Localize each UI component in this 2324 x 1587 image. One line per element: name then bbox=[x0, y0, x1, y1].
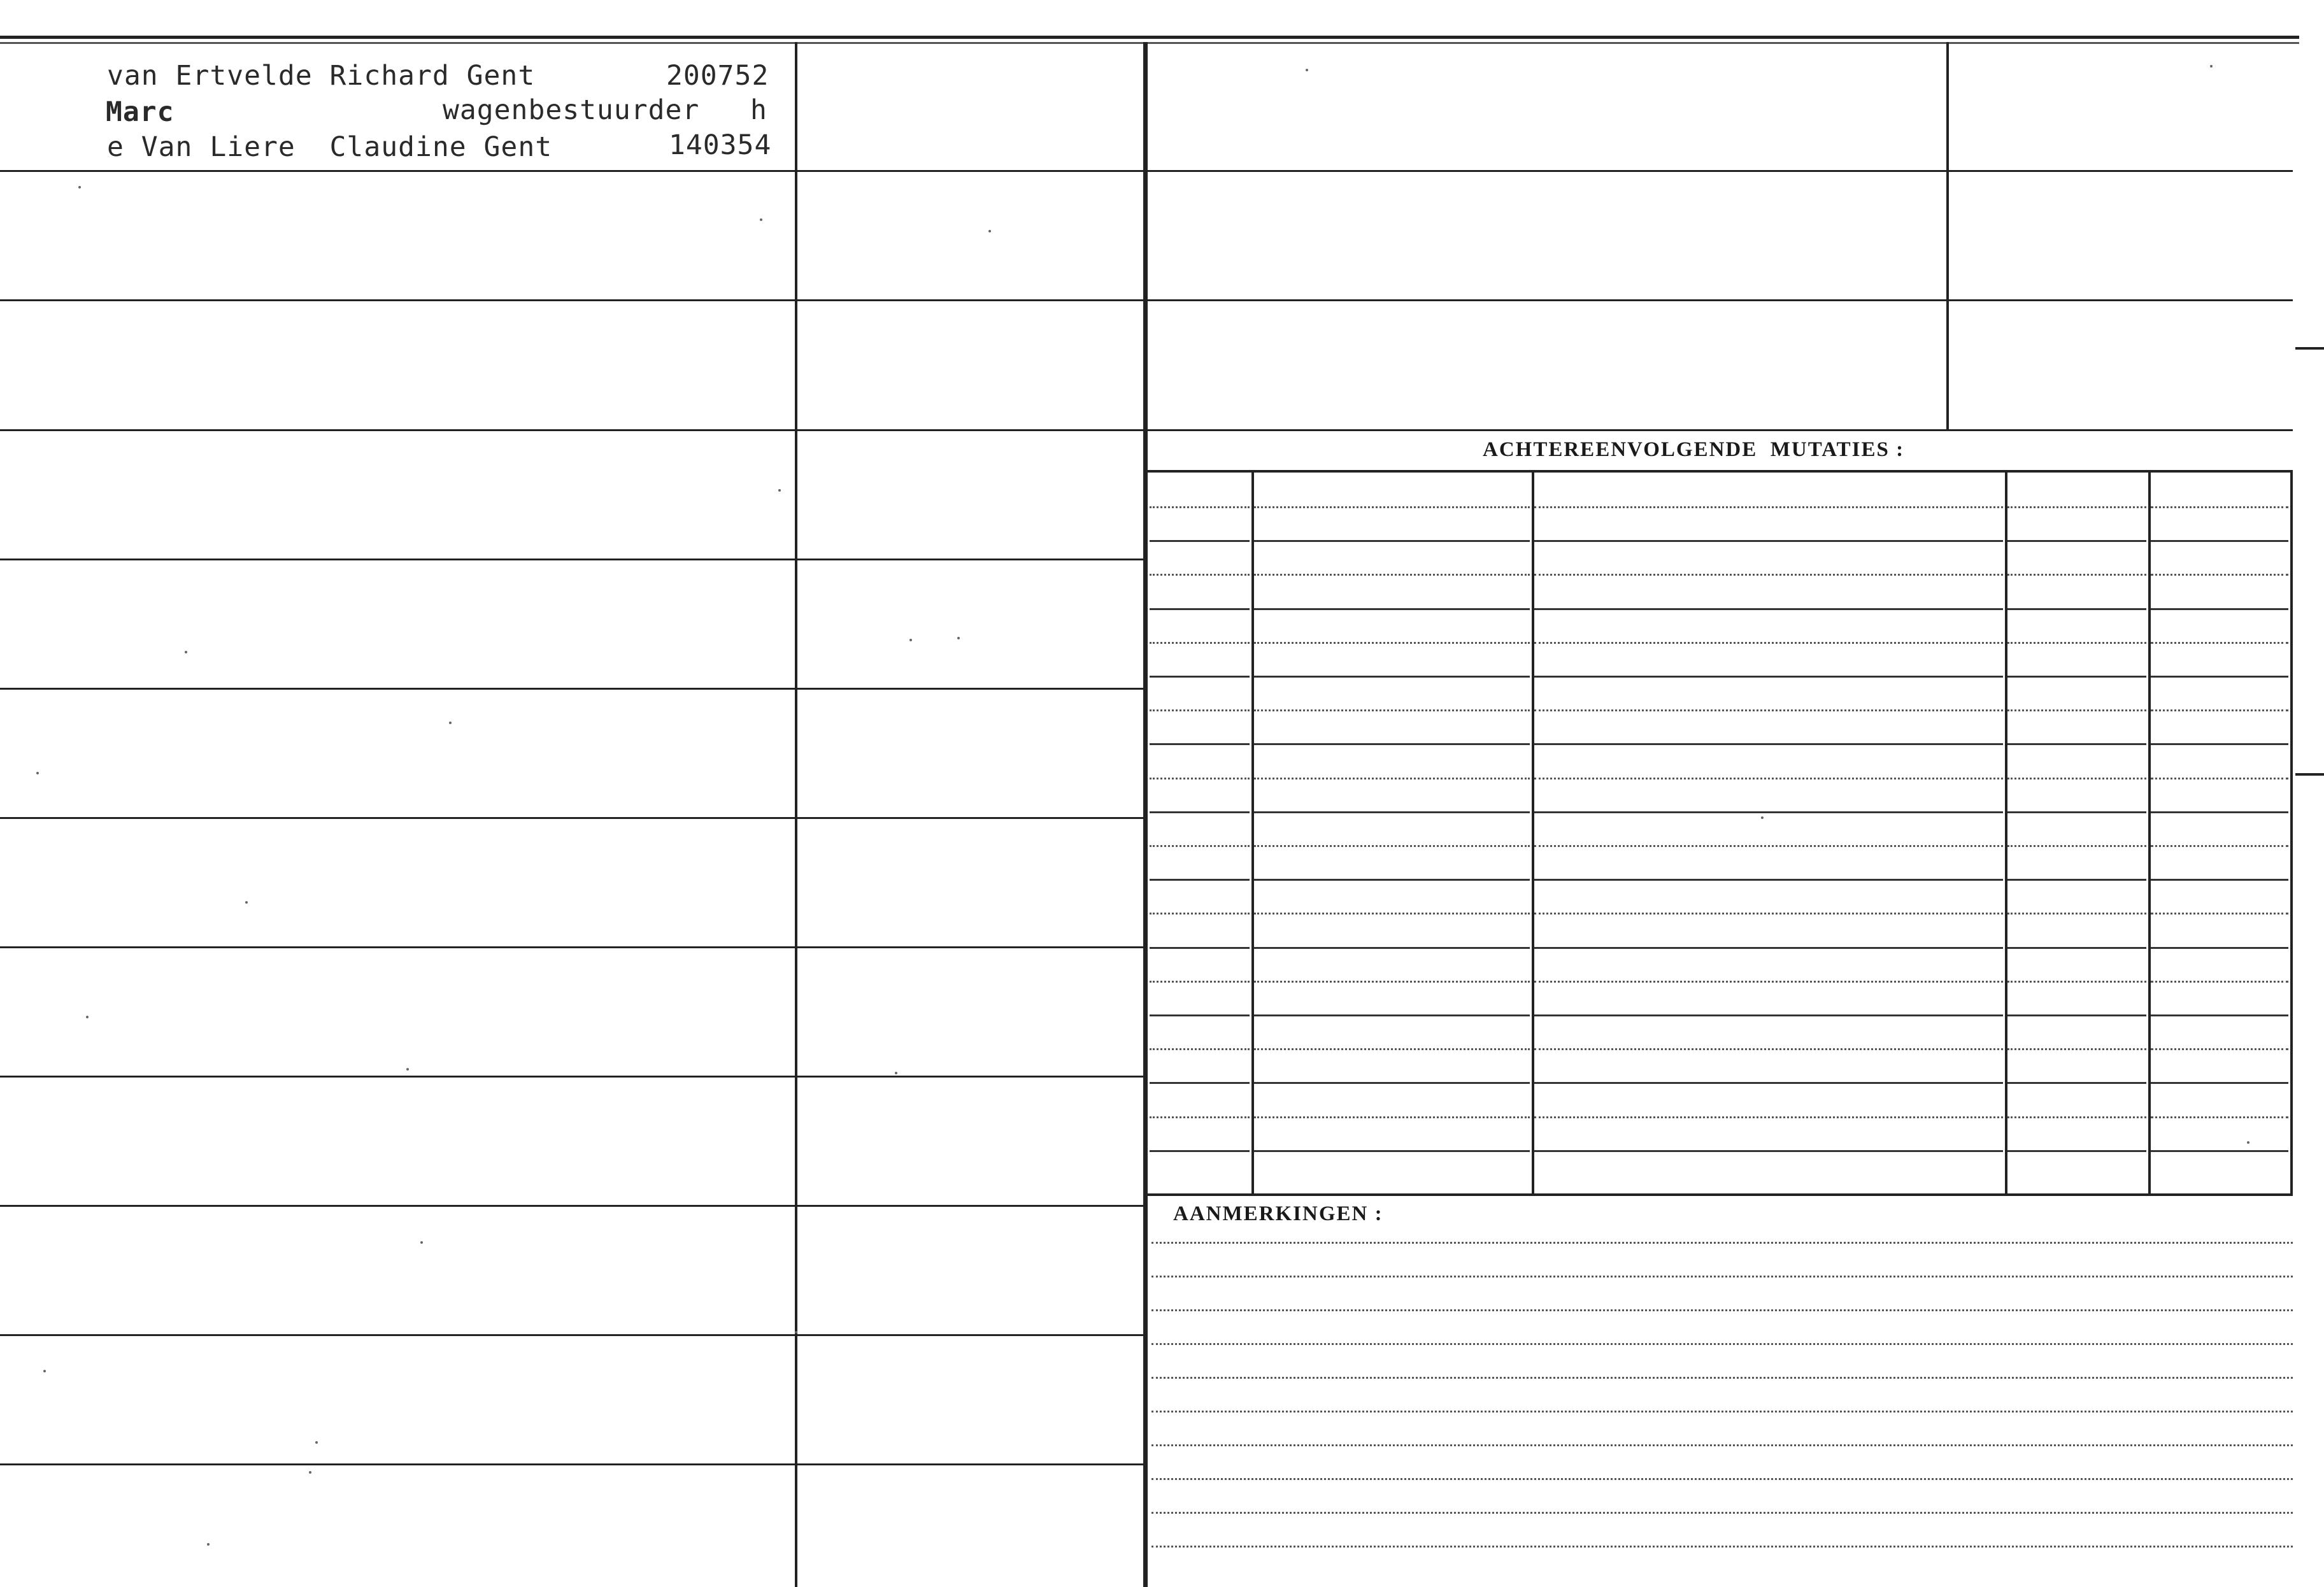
mutation-row-line bbox=[1254, 540, 1530, 542]
mutation-row-line bbox=[1534, 947, 2003, 949]
mutation-row-line bbox=[1534, 879, 2003, 881]
mutation-row-line bbox=[2007, 1082, 2146, 1084]
mutation-row-line bbox=[2151, 1082, 2288, 1084]
left-row-line bbox=[0, 1076, 795, 1078]
left-row-line bbox=[0, 559, 795, 560]
edge-tick bbox=[2295, 347, 2324, 350]
mutations-table-top bbox=[1148, 470, 2293, 473]
mutation-row-line bbox=[2007, 1116, 2146, 1118]
mutation-row-line bbox=[1254, 1150, 1530, 1152]
mutation-row-line bbox=[1150, 947, 1250, 949]
mutations-col-divider bbox=[1251, 471, 1254, 1195]
mutation-row-line bbox=[1254, 642, 1530, 644]
remark-line bbox=[1151, 1343, 2293, 1345]
top-border bbox=[0, 36, 2299, 39]
scan-speck bbox=[795, 1331, 797, 1334]
mutations-col-divider bbox=[2148, 471, 2151, 1195]
remark-line bbox=[1151, 1309, 2293, 1311]
mutation-row-line bbox=[1254, 574, 1530, 576]
mutation-row-line bbox=[1254, 1082, 1530, 1084]
mutation-row-line bbox=[1254, 608, 1530, 610]
upper-right-row-line bbox=[1148, 299, 2293, 301]
mutation-row-line bbox=[1254, 709, 1530, 711]
remark-line bbox=[1151, 1546, 2293, 1548]
mutation-row-line bbox=[1150, 574, 1250, 576]
mutation-row-line bbox=[2007, 574, 2146, 576]
scan-speck bbox=[309, 1471, 311, 1474]
mutation-row-line bbox=[1534, 913, 2003, 914]
mutation-row-line bbox=[2007, 778, 2146, 779]
scan-speck bbox=[86, 1016, 89, 1018]
mutation-row-line bbox=[1254, 1116, 1530, 1118]
middle-row-line bbox=[797, 946, 1143, 948]
mutation-row-line bbox=[1534, 540, 2003, 542]
mutation-row-line bbox=[1150, 642, 1250, 644]
mutation-row-line bbox=[2007, 913, 2146, 914]
mutation-row-line bbox=[2151, 778, 2288, 779]
remark-line bbox=[1151, 1444, 2293, 1446]
scan-speck bbox=[2247, 1141, 2249, 1144]
entry-line2-name: Marc bbox=[106, 96, 175, 128]
middle-row-line bbox=[797, 1334, 1143, 1336]
mutation-row-line bbox=[1534, 1082, 2003, 1084]
mutation-row-line bbox=[1150, 676, 1250, 678]
mutation-row-line bbox=[1534, 574, 2003, 576]
left-row-line bbox=[0, 817, 795, 819]
mutation-row-line bbox=[2007, 608, 2146, 610]
left-row-line bbox=[0, 299, 795, 301]
mutation-row-line bbox=[2151, 811, 2288, 813]
entry-line3-name: e Van Liere Claudine Gent bbox=[107, 131, 553, 163]
mutation-row-line bbox=[1150, 1048, 1250, 1050]
mutation-row-line bbox=[2151, 1048, 2288, 1050]
mutation-row-line bbox=[1254, 879, 1530, 881]
scan-speck bbox=[43, 1370, 46, 1372]
scan-speck bbox=[778, 489, 781, 492]
left-column-divider bbox=[795, 42, 797, 1587]
scan-speck bbox=[245, 901, 248, 904]
scan-speck bbox=[2210, 65, 2213, 68]
entry-line3-number: 140354 bbox=[669, 129, 772, 161]
mutation-row-line bbox=[1534, 1048, 2003, 1050]
scan-speck bbox=[449, 722, 452, 724]
mutation-row-line bbox=[2151, 1150, 2288, 1152]
mutation-row-line bbox=[2007, 642, 2146, 644]
left-row-line bbox=[0, 170, 795, 172]
mutation-row-line bbox=[1150, 540, 1250, 542]
middle-row-line bbox=[797, 559, 1143, 560]
mutation-row-line bbox=[1534, 1116, 2003, 1118]
mutations-col-divider bbox=[1532, 471, 1534, 1195]
left-row-line bbox=[0, 1463, 795, 1465]
mutation-row-line bbox=[1254, 845, 1530, 847]
mutation-row-line bbox=[2151, 845, 2288, 847]
remark-line bbox=[1151, 1512, 2293, 1514]
mutation-row-line bbox=[1150, 743, 1250, 745]
mutation-row-line bbox=[2151, 676, 2288, 678]
mutation-row-line bbox=[1254, 1014, 1530, 1016]
mutations-col-divider bbox=[2005, 471, 2007, 1195]
mutation-row-line bbox=[2151, 743, 2288, 745]
left-row-line bbox=[0, 1205, 795, 1207]
remark-line bbox=[1151, 1276, 2293, 1277]
mutation-row-line bbox=[1534, 743, 2003, 745]
mutation-row-line bbox=[2151, 709, 2288, 711]
mutation-row-line bbox=[2151, 540, 2288, 542]
mutation-row-line bbox=[2007, 743, 2146, 745]
mutations-right-edge bbox=[2290, 471, 2293, 1195]
scan-speck bbox=[988, 230, 991, 232]
mutation-row-line bbox=[2151, 642, 2288, 644]
scan-speck bbox=[185, 651, 187, 653]
mutation-row-line bbox=[2151, 1014, 2288, 1016]
mutation-row-line bbox=[1534, 608, 2003, 610]
mutation-row-line bbox=[2007, 1048, 2146, 1050]
entry-line1-number: 200752 bbox=[666, 60, 769, 92]
mutation-row-line bbox=[2007, 506, 2146, 508]
mutation-row-line bbox=[1254, 676, 1530, 678]
scan-speck bbox=[1761, 816, 1764, 819]
mutations-heading: ACHTEREENVOLGENDE MUTATIES : bbox=[1483, 438, 1905, 461]
scan-speck bbox=[895, 1072, 897, 1074]
mutation-row-line bbox=[2007, 1014, 2146, 1016]
top-border-thin bbox=[0, 42, 2299, 44]
mutation-row-line bbox=[2151, 913, 2288, 914]
mutation-row-line bbox=[1150, 1014, 1250, 1016]
mutation-row-line bbox=[1150, 608, 1250, 610]
middle-row-line bbox=[797, 1463, 1143, 1465]
upper-right-row-line bbox=[1148, 429, 2293, 431]
upper-right-divider bbox=[1946, 42, 1949, 431]
mutation-row-line bbox=[2007, 676, 2146, 678]
middle-row-line bbox=[797, 299, 1143, 301]
remark-line bbox=[1151, 1478, 2293, 1480]
mutation-row-line bbox=[2007, 981, 2146, 983]
mutation-row-line bbox=[2007, 845, 2146, 847]
remark-line bbox=[1151, 1242, 2293, 1244]
mutation-row-line bbox=[1254, 913, 1530, 914]
mutation-row-line bbox=[1534, 709, 2003, 711]
mutation-row-line bbox=[2151, 506, 2288, 508]
scan-speck bbox=[406, 1068, 409, 1071]
mutation-row-line bbox=[2151, 608, 2288, 610]
mutation-row-line bbox=[1150, 811, 1250, 813]
mutation-row-line bbox=[1150, 1116, 1250, 1118]
mutation-row-line bbox=[1534, 778, 2003, 779]
scan-speck bbox=[78, 186, 81, 189]
mutation-row-line bbox=[1150, 506, 1250, 508]
mutation-row-line bbox=[1534, 981, 2003, 983]
middle-row-line bbox=[797, 1076, 1143, 1078]
middle-row-line bbox=[797, 817, 1143, 819]
mutation-row-line bbox=[2151, 947, 2288, 949]
remarks-heading: AANMERKINGEN : bbox=[1173, 1202, 1383, 1225]
mutation-row-line bbox=[1150, 845, 1250, 847]
scan-speck bbox=[420, 1241, 423, 1244]
mutation-row-line bbox=[1254, 506, 1530, 508]
scan-speck bbox=[315, 1441, 318, 1444]
entry-line2-occupation: wagenbestuurder bbox=[443, 94, 700, 126]
scan-speck bbox=[207, 1543, 210, 1546]
mutation-row-line bbox=[2007, 709, 2146, 711]
mutation-row-line bbox=[1150, 1150, 1250, 1152]
left-row-line bbox=[0, 688, 795, 690]
scan-speck bbox=[760, 218, 762, 221]
middle-row-line bbox=[797, 1205, 1143, 1207]
mutation-row-line bbox=[1254, 1048, 1530, 1050]
mutation-row-line bbox=[1150, 709, 1250, 711]
mutation-row-line bbox=[2151, 879, 2288, 881]
middle-row-line bbox=[797, 688, 1143, 690]
mutation-row-line bbox=[2007, 947, 2146, 949]
mutation-row-line bbox=[1534, 676, 2003, 678]
middle-row-line bbox=[797, 170, 1143, 172]
mutation-row-line bbox=[1534, 811, 2003, 813]
mutation-row-line bbox=[1150, 1082, 1250, 1084]
mutation-row-line bbox=[2007, 879, 2146, 881]
mutation-row-line bbox=[1150, 913, 1250, 914]
mutation-row-line bbox=[2007, 540, 2146, 542]
mutation-row-line bbox=[1150, 778, 1250, 779]
mutation-row-line bbox=[1534, 1014, 2003, 1016]
middle-column-divider bbox=[1143, 42, 1148, 1587]
entry-line2-mark: h bbox=[750, 94, 767, 126]
entry-line1-name: van Ertvelde Richard Gent bbox=[107, 60, 536, 92]
middle-row-line bbox=[797, 429, 1143, 431]
remark-line bbox=[1151, 1411, 2293, 1413]
mutations-table-bottom bbox=[1148, 1193, 2293, 1196]
edge-tick bbox=[2295, 773, 2324, 776]
upper-right-row-line bbox=[1148, 170, 2293, 172]
left-row-line bbox=[0, 946, 795, 948]
mutation-row-line bbox=[1534, 506, 2003, 508]
mutation-row-line bbox=[1150, 879, 1250, 881]
mutation-row-line bbox=[1254, 811, 1530, 813]
mutation-row-line bbox=[2007, 811, 2146, 813]
left-row-line bbox=[0, 429, 795, 431]
remark-line bbox=[1151, 1377, 2293, 1379]
mutation-row-line bbox=[2151, 574, 2288, 576]
scan-speck bbox=[909, 639, 912, 641]
mutation-row-line bbox=[1534, 642, 2003, 644]
scan-speck bbox=[957, 637, 960, 639]
mutation-row-line bbox=[1254, 743, 1530, 745]
mutation-row-line bbox=[1254, 778, 1530, 779]
mutation-row-line bbox=[1534, 1150, 2003, 1152]
scan-speck bbox=[36, 772, 39, 774]
mutation-row-line bbox=[1150, 981, 1250, 983]
mutation-row-line bbox=[2151, 981, 2288, 983]
mutation-row-line bbox=[2151, 1116, 2288, 1118]
mutation-row-line bbox=[1254, 981, 1530, 983]
mutation-row-line bbox=[1254, 947, 1530, 949]
mutation-row-line bbox=[1534, 845, 2003, 847]
mutation-row-line bbox=[2007, 1150, 2146, 1152]
scan-speck bbox=[1306, 69, 1308, 71]
left-row-line bbox=[0, 1334, 795, 1336]
